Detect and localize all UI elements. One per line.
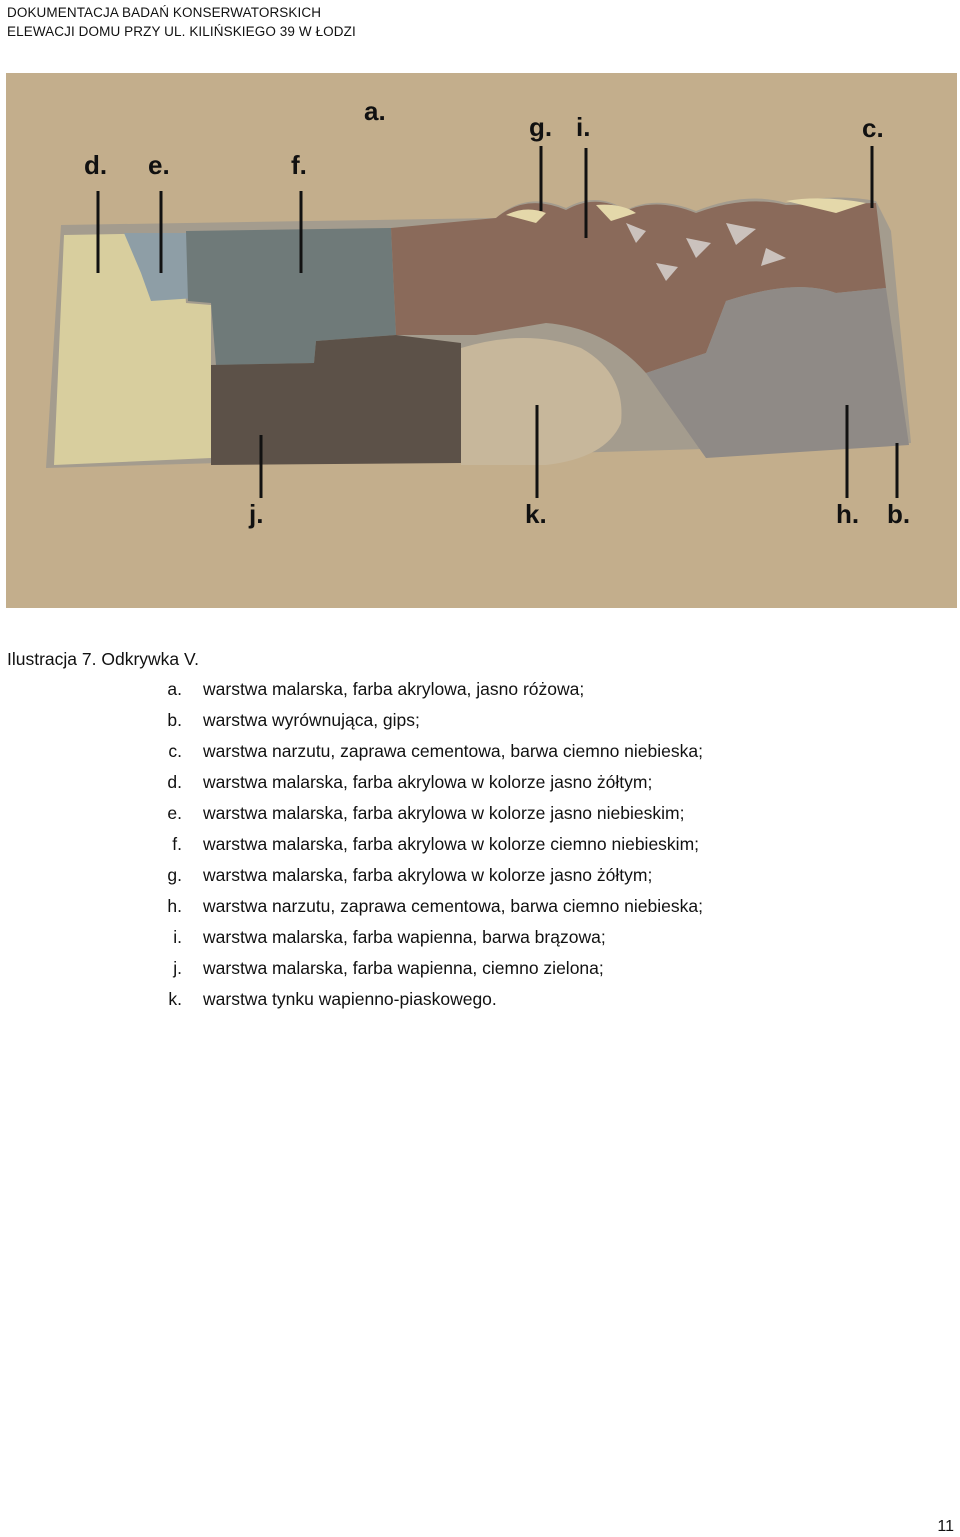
list-item-text: warstwa malarska, farba akrylowa, jasno różowa; xyxy=(203,679,585,699)
document-header xyxy=(7,3,356,41)
list-item-letter: j. xyxy=(173,958,182,978)
list-item xyxy=(0,707,960,738)
list-item-letter: c. xyxy=(168,741,182,761)
list-item-letter: i. xyxy=(173,927,182,947)
list-item xyxy=(0,738,960,769)
list-item xyxy=(0,924,960,955)
list-item-letter: f. xyxy=(172,834,182,854)
photo-label-d: d. xyxy=(84,150,108,180)
list-item-letter: g. xyxy=(167,865,182,885)
list-item-letter: e. xyxy=(167,803,182,823)
list-item-text: warstwa malarska, farba akrylowa w kolorze jasno żółtym; xyxy=(203,865,653,885)
page-number: 11 xyxy=(937,1518,954,1535)
list-item-letter: d. xyxy=(167,772,182,792)
list-item-text: warstwa narzutu, zaprawa cementowa, barwa ciemno niebieska; xyxy=(203,741,703,761)
list-item-text: warstwa malarska, farba akrylowa w kolorze jasno niebieskim; xyxy=(203,803,685,823)
list-item-text: warstwa malarska, farba akrylowa w kolorze ciemno niebieskim; xyxy=(203,834,700,854)
header-line-1: DOKUMENTACJA BADAŃ KONSERWATORSKICH xyxy=(7,5,322,20)
list-item xyxy=(0,862,960,893)
photo-label-j: j. xyxy=(249,499,264,529)
list-item-letter: a. xyxy=(167,679,182,699)
photo-label-c: c. xyxy=(862,113,884,143)
list-item-text: warstwa tynku wapienno-piaskowego. xyxy=(203,989,497,1009)
list-item-letter: k. xyxy=(168,989,182,1009)
photo-label-e: e. xyxy=(148,150,170,180)
list-item xyxy=(0,800,960,831)
list-item-text: warstwa malarska, farba wapienna, ciemno zielona; xyxy=(203,958,604,978)
photo-label-i: i. xyxy=(576,112,591,142)
list-item xyxy=(0,769,960,800)
list-item xyxy=(0,893,960,924)
photo-label-a: a. xyxy=(364,96,386,126)
list-item-text: warstwa narzutu, zaprawa cementowa, barwa ciemno niebieska; xyxy=(203,896,703,916)
photo-label-g: g. xyxy=(529,112,553,142)
figure-caption: Ilustracja 7. Odkrywka V. xyxy=(7,649,199,669)
photo-label-h: h. xyxy=(836,499,860,529)
photo-label-b: b. xyxy=(887,499,911,529)
photo-label-k: k. xyxy=(525,499,547,529)
list-item-text: warstwa wyrównująca, gips; xyxy=(203,710,420,730)
photo-odkrywka-v xyxy=(6,73,957,608)
list-item-letter: h. xyxy=(167,896,182,916)
header-line-2: ELEWACJI DOMU PRZY UL. KILIŃSKIEGO 39 W ŁODZI xyxy=(7,24,356,39)
photo-label-f: f. xyxy=(291,150,307,180)
list-item-text: warstwa malarska, farba akrylowa w kolorze jasno żółtym; xyxy=(203,772,653,792)
list-item xyxy=(0,955,960,986)
list-item xyxy=(0,986,960,1017)
list-item-letter: b. xyxy=(167,710,182,730)
legend-list xyxy=(0,676,960,1017)
list-item xyxy=(0,676,960,707)
list-item-text: warstwa malarska, farba wapienna, barwa brązowa; xyxy=(203,927,606,947)
list-item xyxy=(0,831,960,862)
